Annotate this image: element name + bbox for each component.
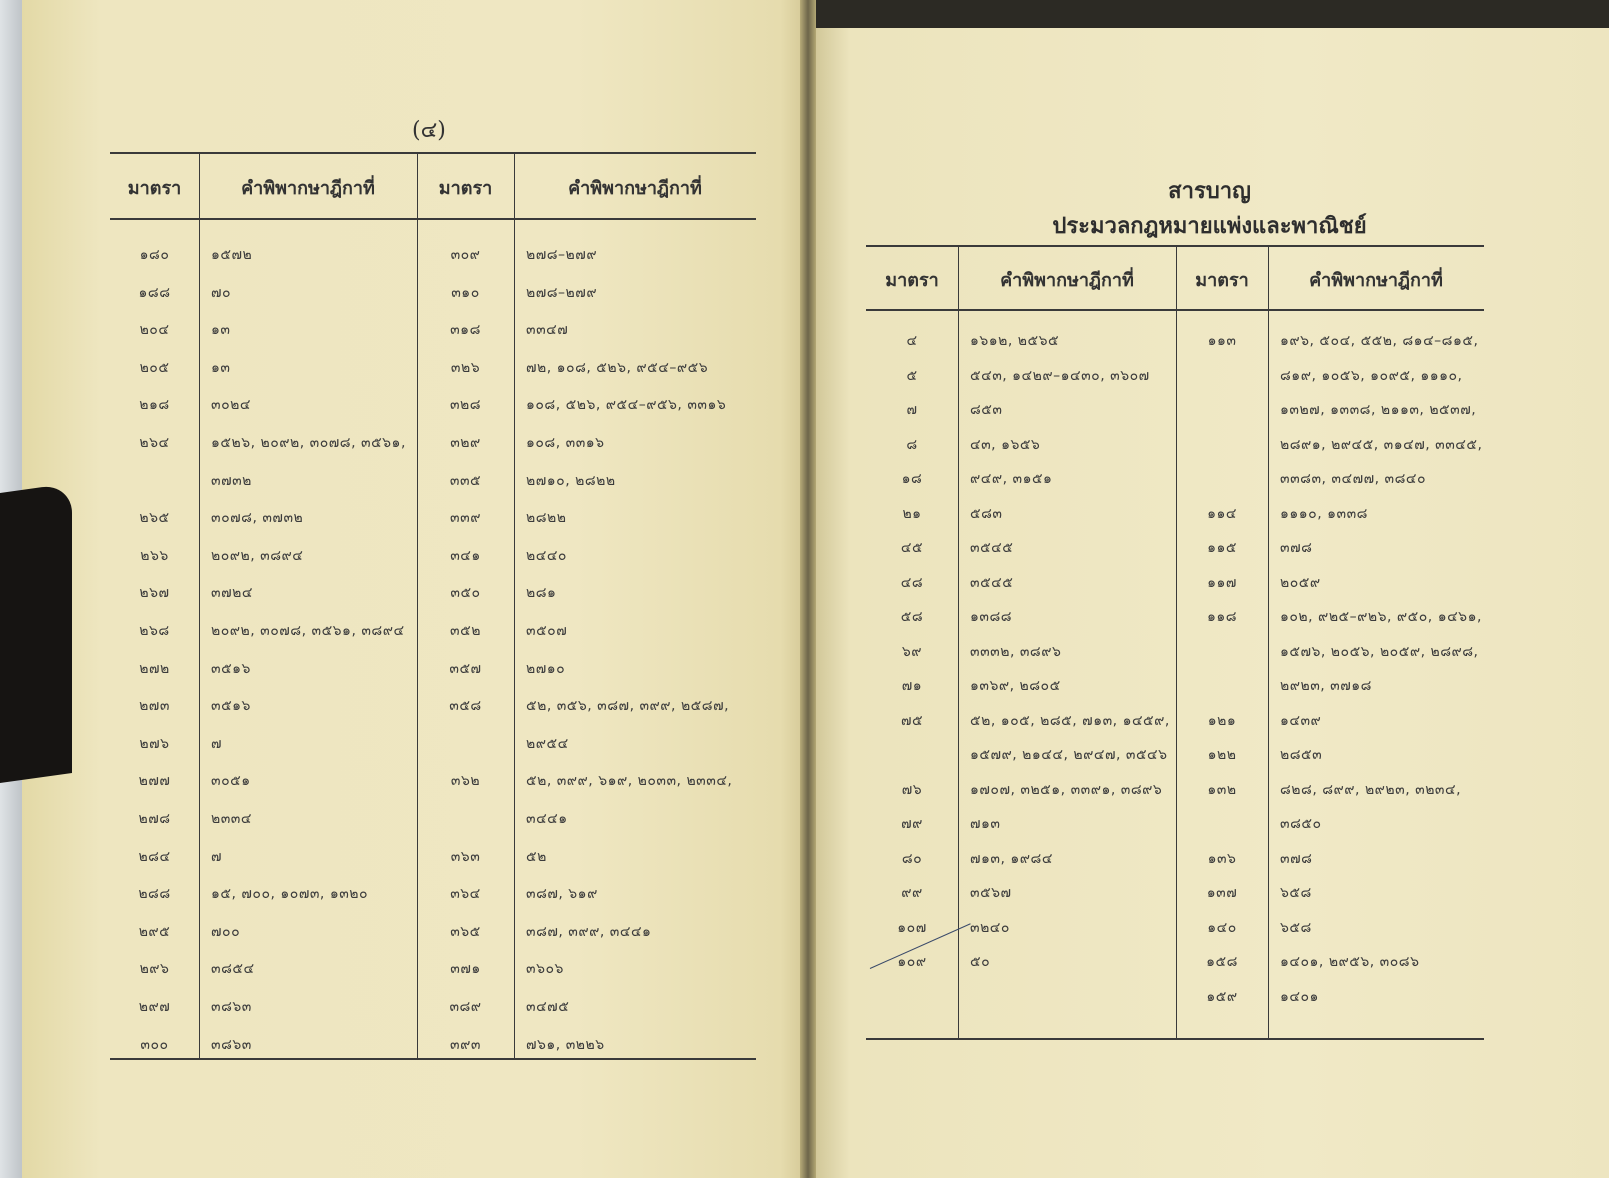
judgment-numbers: ๑๕๗๖, ๒๐๕๖, ๒๐๕๙, ๒๘๙๘, <box>1280 643 1479 660</box>
section-number: ๒๘๔ <box>138 848 171 865</box>
judgment-numbers: ๗๑๓, ๑๙๘๔ <box>970 850 1053 867</box>
header-judgments-2: คำพิพากษาฎีกาที่ <box>1309 270 1443 291</box>
judgment-numbers: ๑๐๘, ๕๒๖, ๙๕๔–๙๕๖, ๓๓๑๖ <box>526 397 727 414</box>
table-top-rule <box>110 152 756 154</box>
judgment-numbers: ๓๘๖๓ <box>211 999 252 1015</box>
column-divider <box>514 152 515 1058</box>
judgment-numbers: ๓๔๗๕ <box>526 999 570 1015</box>
judgment-numbers: ๑๖๑๒, ๒๕๖๕ <box>970 333 1060 349</box>
section-number: ๕๘ <box>900 609 924 625</box>
judgment-numbers: ๓๕๔๕ <box>970 540 1014 556</box>
section-number: ๑๘๘ <box>138 284 171 301</box>
judgment-numbers: ๓๕๐๗ <box>526 623 568 639</box>
section-number: ๑๑๓ <box>1207 333 1237 349</box>
section-number: ๒๙๗ <box>138 999 171 1015</box>
header-judgments-1: คำพิพากษาฎีกาที่ <box>1000 270 1134 291</box>
section-number: ๓๕๐ <box>450 585 481 602</box>
index-title: สารบาญ <box>1168 179 1251 204</box>
judgment-numbers: ๖๕๘ <box>1280 919 1312 936</box>
judgment-numbers: ๓๓๔๗ <box>526 322 569 339</box>
section-number: ๗๖ <box>901 781 923 798</box>
judgment-numbers: ๓๕๔๕ <box>970 574 1014 591</box>
judgment-numbers: ๓๘๗, ๖๑๙ <box>526 886 598 903</box>
judgment-numbers: ๙๔๙, ๓๑๕๑ <box>970 471 1053 487</box>
section-number: ๑๓๒ <box>1207 781 1237 798</box>
section-number: ๖๙ <box>901 643 923 660</box>
judgment-numbers: ๕๐ <box>970 954 991 970</box>
judgment-numbers: ๓๗๘ <box>1280 540 1313 556</box>
section-number: ๘๐ <box>901 850 923 867</box>
section-number: ๒๗๗ <box>138 773 171 790</box>
section-number: ๒๙๖ <box>139 961 170 978</box>
judgment-numbers: ๑๐๒, ๙๒๕–๙๒๖, ๙๕๐, ๑๔๖๑, <box>1280 609 1482 625</box>
section-number: ๒๖๗ <box>139 585 170 602</box>
judgment-numbers: ๓๓๓๒, ๓๘๙๖ <box>970 643 1062 660</box>
judgment-numbers: ๗ <box>211 848 223 865</box>
judgment-numbers: ๓๖๐๖ <box>526 961 564 978</box>
judgment-numbers: ๑๓ <box>211 359 231 376</box>
judgment-numbers: ๗๖๑, ๓๒๒๖ <box>526 1036 605 1053</box>
judgment-numbers: ๓๐๗๘, ๓๗๓๒ <box>211 510 304 527</box>
section-number: ๓๐๙ <box>450 247 481 263</box>
judgment-numbers: ๒๗๘–๒๗๙ <box>526 247 598 263</box>
judgment-numbers: ๓๘๕๐ <box>1280 816 1322 832</box>
section-number: ๓๑๘ <box>450 322 481 339</box>
judgment-numbers: ๕๒, ๑๐๕, ๒๘๕, ๗๑๓, ๑๔๕๙, <box>970 712 1170 729</box>
judgment-numbers: ๓๘๗, ๓๙๙, ๓๔๔๑ <box>526 923 652 940</box>
header-section-2: มาตรา <box>1195 270 1249 291</box>
judgment-numbers: ๕๘๓ <box>970 505 1003 522</box>
section-number: ๒๐๔ <box>139 322 170 339</box>
header-judgments-1: คำพิพากษาฎีกาที่ <box>241 178 375 199</box>
section-number: ๓๔๑ <box>450 547 481 564</box>
section-number: ๑๘ <box>901 471 923 487</box>
section-number: ๒๑๘ <box>139 397 170 414</box>
judgment-numbers: ๒๔๔๐ <box>526 547 567 564</box>
section-number: ๒๖๖ <box>140 547 169 564</box>
judgment-numbers: ๗๐ <box>211 284 232 301</box>
section-number: ๒๗๘ <box>138 811 171 827</box>
section-number: ๔๕ <box>900 540 924 556</box>
judgment-numbers: ๓๐๕๑ <box>211 773 251 790</box>
judgment-numbers: ๓๒๔๐ <box>970 919 1010 936</box>
section-number: ๒๗๖ <box>139 735 170 752</box>
section-number: ๔ <box>906 333 918 349</box>
section-number: ๘ <box>906 436 918 453</box>
section-number: ๒๖๕ <box>139 510 170 527</box>
section-number: ๑๑๘ <box>1206 609 1238 625</box>
judgment-numbers: ๕๔๓, ๑๔๒๙–๑๔๓๐, ๓๖๐๗ <box>970 367 1150 384</box>
section-number: ๑๑๗ <box>1207 574 1237 591</box>
section-number: ๓๕๘ <box>449 698 482 715</box>
header-section-1: มาตรา <box>127 178 182 199</box>
judgment-numbers: ๗๑๓ <box>970 816 1001 832</box>
section-number: ๓๕๗ <box>449 660 482 677</box>
section-number: ๓๖๓ <box>450 848 481 865</box>
section-number: ๑๔๐ <box>1207 919 1237 936</box>
section-number: ๙๙ <box>901 885 923 901</box>
index-subtitle: ประมวลกฎหมายแพ่งและพาณิชย์ <box>1052 214 1367 239</box>
judgment-numbers: ๑๕๗๒ <box>211 247 253 263</box>
judgment-numbers: ๑๓๖๙, ๒๘๐๕ <box>970 678 1061 694</box>
judgment-numbers: ๒๗๑๐ <box>526 660 566 677</box>
judgment-numbers: ๒๘๒๒ <box>526 510 567 527</box>
section-number: ๓๖๔ <box>450 886 481 903</box>
section-number: ๓๕๒ <box>450 623 481 639</box>
section-number: ๒๖๔ <box>139 435 170 451</box>
section-number: ๗๑ <box>901 678 923 694</box>
judgment-numbers: ๓๐๒๔ <box>211 397 251 414</box>
judgment-numbers: ๓๕๑๖ <box>211 698 251 715</box>
judgment-numbers: ๕๒, ๓๙๙, ๖๑๙, ๒๐๓๓, ๒๓๓๔, <box>526 773 733 790</box>
judgment-numbers: ๓๘๕๔ <box>211 961 255 978</box>
judgment-numbers: ๑๙๖, ๕๐๔, ๕๕๒, ๘๑๔–๘๑๕, <box>1280 333 1479 349</box>
section-number: ๓๒๙ <box>450 435 481 451</box>
table-bottom-rule <box>110 1058 756 1060</box>
judgment-numbers: ๒๘๕๓ <box>1280 747 1323 763</box>
judgment-numbers: ๒๙๒๓, ๓๗๑๘ <box>1280 678 1372 694</box>
section-number: ๕ <box>906 367 918 384</box>
section-number: ๓๑๐ <box>451 284 480 301</box>
section-number: ๓๓๕ <box>449 472 482 489</box>
judgment-numbers: ๓๔๔๑ <box>526 811 568 827</box>
judgment-numbers: ๕๒ <box>526 848 547 865</box>
judgment-numbers: ๑๔๐๑, ๒๙๕๖, ๓๐๘๖ <box>1280 954 1420 970</box>
section-number: ๒๙๕ <box>138 923 171 940</box>
judgment-numbers: ๒๐๙๒, ๓๘๙๔ <box>211 547 304 564</box>
column-divider <box>958 245 959 1038</box>
judgment-numbers: ๗ <box>211 735 223 752</box>
judgment-numbers: ๔๓, ๑๖๕๖ <box>970 436 1041 453</box>
table-bottom-rule <box>866 1038 1484 1040</box>
section-number: ๒๘๘ <box>138 886 171 903</box>
section-number: ๓๙๓ <box>450 1036 481 1053</box>
section-number: ๗๙ <box>901 816 923 832</box>
judgment-numbers: ๒๓๓๔ <box>211 811 252 827</box>
section-number: ๓๒๘ <box>449 397 482 414</box>
judgment-numbers: ๑๕, ๗๐๐, ๑๐๗๓, ๑๓๒๐ <box>211 886 369 903</box>
right-page <box>810 28 1609 1178</box>
judgment-numbers: ๑๕๗๙, ๒๑๔๔, ๒๙๔๗, ๓๕๔๖ <box>970 747 1168 763</box>
section-number: ๒๖๘ <box>139 623 170 639</box>
judgment-numbers: ๘๑๙, ๑๐๕๖, ๑๐๙๕, ๑๑๑๐, <box>1280 367 1463 384</box>
section-number: ๒๗๒ <box>139 660 170 677</box>
judgment-numbers: ๑๐๘, ๓๓๑๖ <box>526 435 605 451</box>
judgment-numbers: ๓๗๘ <box>1280 850 1313 867</box>
header-judgments-2: คำพิพากษาฎีกาที่ <box>568 178 702 199</box>
judgment-numbers: ๒๐๙๒, ๓๐๗๘, ๓๕๖๑, ๓๘๙๔ <box>211 623 405 639</box>
section-number: ๑๓๗ <box>1206 885 1238 901</box>
column-divider <box>1268 245 1269 1038</box>
section-number: ๑๘๐ <box>139 247 170 263</box>
section-number: ๑๒๑ <box>1207 712 1237 729</box>
header-section-1: มาตรา <box>885 270 939 291</box>
section-number: ๒๗๓ <box>139 698 170 715</box>
column-divider <box>199 152 200 1058</box>
section-number: ๓๘๙ <box>449 999 482 1015</box>
section-number: ๔๘ <box>900 574 924 591</box>
section-number: ๓๐๐ <box>140 1036 169 1053</box>
judgment-numbers: ๑๕๒๖, ๒๐๙๒, ๓๐๗๘, ๓๕๖๑, <box>211 435 406 451</box>
judgment-numbers: ๑๓๘๘ <box>970 609 1013 625</box>
section-number: ๑๐๗ <box>897 919 927 936</box>
header-section-2: มาตรา <box>438 178 493 199</box>
table-header-rule <box>110 218 756 220</box>
judgment-numbers: ๑๔๓๙ <box>1280 712 1322 729</box>
judgment-numbers: ๒๘๙๑, ๒๙๔๕, ๓๑๔๗, ๓๓๔๕, <box>1280 436 1483 453</box>
judgment-numbers: ๓๗๓๒ <box>211 472 252 489</box>
judgment-numbers: ๒๙๕๔ <box>526 735 569 752</box>
judgment-numbers: ๒๐๕๙ <box>1280 574 1321 591</box>
judgment-numbers: ๗๐๐ <box>211 923 241 940</box>
section-number: ๑๑๕ <box>1207 540 1237 556</box>
judgment-numbers: ๑๓๒๗, ๑๓๓๘, ๒๑๑๓, ๒๕๓๗, <box>1280 402 1477 418</box>
judgment-numbers: ๓๕๖๗ <box>970 885 1012 901</box>
judgment-numbers: ๒๗๘–๒๗๙ <box>526 284 598 301</box>
judgment-numbers: ๓๗๒๔ <box>211 585 253 602</box>
section-number: ๓๖๕ <box>450 923 481 940</box>
section-number: ๑๑๔ <box>1207 505 1237 522</box>
section-number: ๑๐๙ <box>897 954 927 970</box>
section-number: ๗ <box>906 402 918 418</box>
judgment-numbers: ๑๑๑๐, ๑๓๓๘ <box>1280 505 1368 522</box>
judgment-numbers: ๑๗๐๗, ๓๒๕๑, ๓๓๙๑, ๓๘๙๖ <box>970 781 1163 798</box>
judgment-numbers: ๓๕๑๖ <box>211 660 251 677</box>
section-number: ๒๑ <box>902 505 922 522</box>
judgment-numbers: ๑๔๐๑ <box>1280 988 1319 1005</box>
section-number: ๒๐๕ <box>139 359 170 376</box>
judgment-numbers: ๘๕๓ <box>970 402 1003 418</box>
judgment-numbers: ๒๗๑๐, ๒๘๒๒ <box>526 472 616 489</box>
section-number: ๑๕๘ <box>1206 954 1238 970</box>
section-number: ๓๒๖ <box>450 359 481 376</box>
section-number: ๓๖๒ <box>450 773 481 790</box>
judgment-numbers: ๑๓ <box>211 322 231 339</box>
section-number: ๑๓๖ <box>1207 850 1237 867</box>
left-page <box>22 0 812 1178</box>
judgment-numbers: ๓๘๖๓ <box>211 1036 252 1053</box>
section-number: ๑๒๒ <box>1207 747 1237 763</box>
binder-clip <box>0 483 72 783</box>
section-number: ๓๓๙ <box>450 510 481 527</box>
judgment-numbers: ๘๒๘, ๘๙๙, ๒๙๒๓, ๓๒๓๔, <box>1280 781 1462 798</box>
book-spine-fold <box>800 0 816 1178</box>
judgment-numbers: ๗๒, ๑๐๘, ๕๒๖, ๙๕๔–๙๕๖ <box>526 359 709 376</box>
judgment-numbers: ๕๒, ๓๕๖, ๓๘๗, ๓๙๙, ๒๕๘๗, <box>526 698 730 715</box>
section-number: ๓๗๑ <box>450 961 481 978</box>
section-number: ๑๕๙ <box>1206 988 1238 1005</box>
judgment-numbers: ๓๓๘๓, ๓๔๗๗, ๓๘๔๐ <box>1280 471 1427 487</box>
page-number: (๔) <box>412 118 446 143</box>
judgment-numbers: ๒๘๑ <box>526 585 557 602</box>
section-number: ๗๕ <box>900 712 924 729</box>
judgment-numbers: ๖๕๘ <box>1280 885 1312 901</box>
